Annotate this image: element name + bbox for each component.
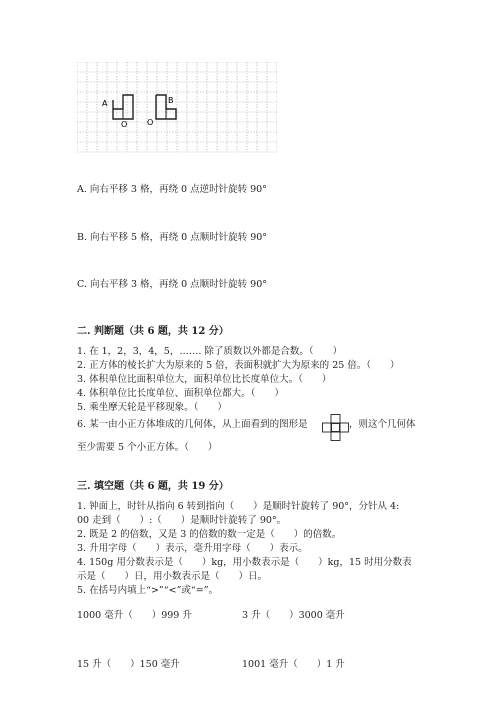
fill-line-5: 4. 150g 用分数表示是（ ）kg，用小数表示是（ ）kg，15 时用分数表 — [77, 557, 412, 568]
label-o-right: O — [147, 118, 154, 127]
option-b[interactable]: B. 向右平移 5 格，再绕 0 点顺时针旋转 90° — [77, 232, 268, 243]
section-3-title: 三. 填空题（共 6 题，共 19 分） — [77, 481, 229, 492]
compare-item-4: 1001 毫升（ ）1 升 — [242, 659, 345, 670]
fill-line-3: 2. 既是 2 的倍数，又是 3 的倍数的数一定是（ ）的倍数。 — [77, 529, 342, 540]
label-a: A — [102, 99, 108, 108]
compare-item-2: 3 升（ ）3000 毫升 — [242, 610, 345, 621]
fill-line-1: 1. 钟面上，时针从指向 6 转到指向（ ）是顺时针旋转了 90°，分针从 4: — [77, 501, 400, 512]
judge-item-2: 2. 正方体的棱长扩大为原来的 5 倍，表面积就扩大为原来的 25 倍。（ ） — [77, 360, 400, 371]
fill-line-4: 3. 升用字母（ ）表示，毫升用字母（ ）表示。 — [77, 543, 308, 554]
label-o-left: O — [121, 120, 128, 129]
judge-item-5: 5. 乘坐摩天轮是平移现象。（ ） — [77, 402, 227, 413]
judge-item-6-part1: 6. 某一由小正方体堆成的几何体，从上面看到的图形是 — [77, 419, 308, 430]
option-c[interactable]: C. 向右平移 3 格，再绕 0 点顺时针旋转 90° — [77, 279, 267, 290]
judge-item-6-part2: ，则这个几何体 — [349, 419, 416, 430]
label-b: B — [168, 96, 174, 105]
judge-item-6-line2: 至少需要 5 个小正方体。（ ） — [77, 442, 218, 453]
judge-item-3: 3. 体积单位比面积单位大，面积单位比长度单位大。（ ） — [77, 374, 332, 385]
judge-item-1: 1. 在 1，2，3，4，5，……. 除了质数以外都是合数。（ ） — [77, 346, 343, 357]
fill-line-6: 示是（ ）日，用小数表示是（ ）日。 — [77, 571, 268, 582]
top-view-cross-figure — [322, 414, 349, 441]
fill-line-2: 00 走到（ ）:（ ）是顺时针旋转了 90°。 — [77, 515, 287, 526]
shape-a — [113, 95, 133, 119]
judge-item-4: 4. 体积单位比长度单位、面积单位都大。（ ） — [77, 388, 284, 399]
compare-item-1: 1000 毫升（ ）999 升 — [77, 610, 192, 621]
compare-item-3: 15 升（ ）150 毫升 — [77, 659, 180, 670]
section-2-title: 二. 判断题（共 6 题，共 12 分） — [77, 326, 229, 337]
fill-line-7: 5. 在括号内填上“>”“<”或“=”。 — [77, 585, 219, 596]
rotation-grid-figure — [77, 62, 277, 154]
option-a[interactable]: A. 向右平移 3 格，再绕 0 点逆时针旋转 90° — [77, 184, 267, 195]
